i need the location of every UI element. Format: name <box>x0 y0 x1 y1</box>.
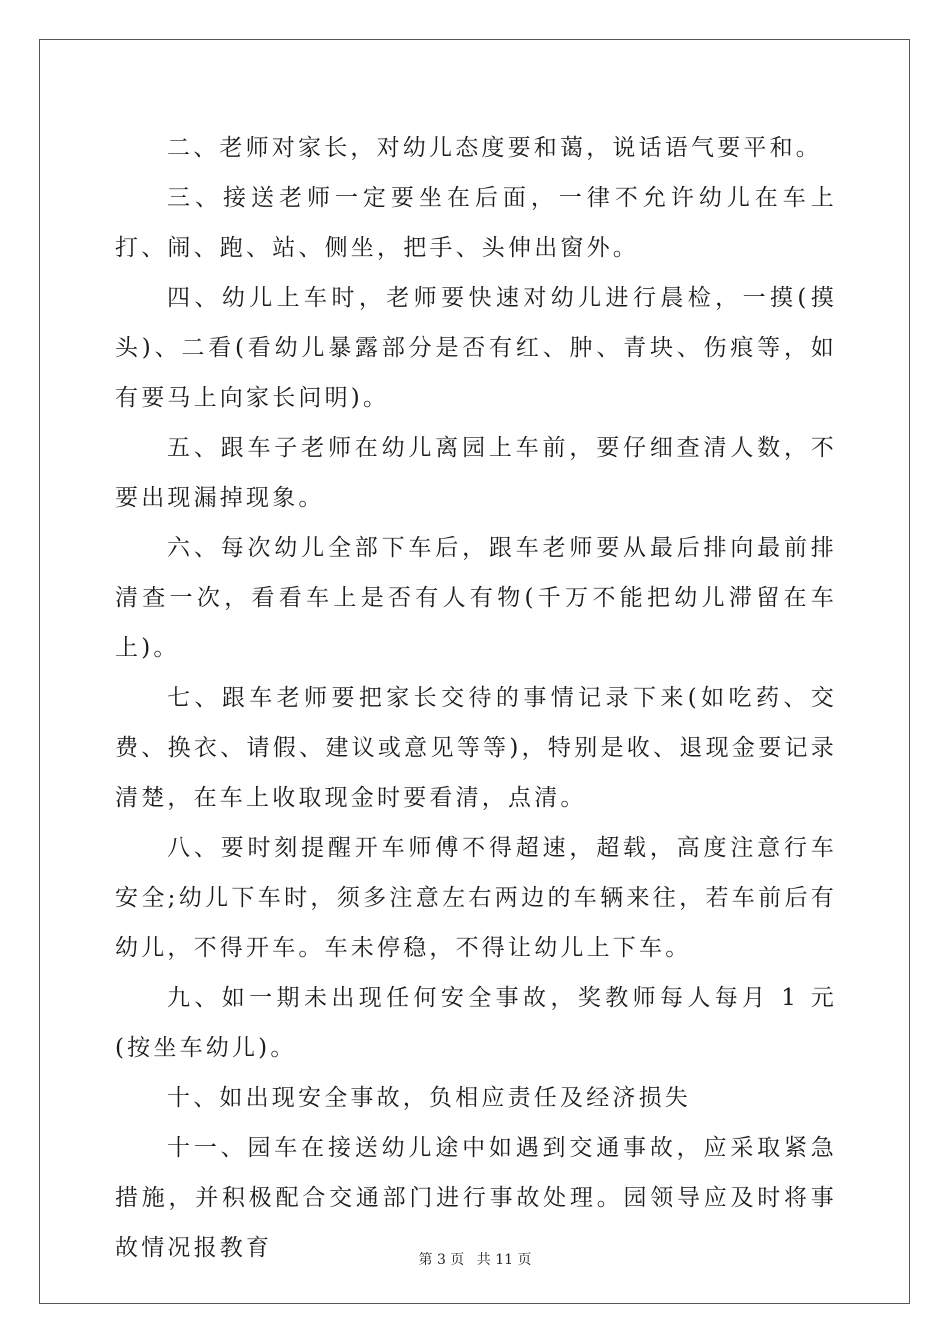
paragraph-4: 四、幼儿上车时，老师要快速对幼儿进行晨检，一摸(摸头)、二看(看幼儿暴露部分是否有红、肿、青块、伤痕等，如有要马上向家长问明)。 <box>115 285 837 411</box>
paragraph-11: 十一、园车在接送幼儿途中如遇到交通事故，应采取紧急措施，并积极配合交通部门进行事故处理。园领导应及时将事故情况报教育 <box>115 1135 837 1261</box>
paragraph-7: 七、跟车老师要把家长交待的事情记录下来(如吃药、交费、换衣、请假、建议或意见等等)，特别是收、退现金要记录清楚，在车上收取现金时要看清，点清。 <box>115 685 837 811</box>
document-body <box>115 123 837 1273</box>
page-footer <box>0 1249 950 1269</box>
paragraph-6: 六、每次幼儿全部下车后，跟车老师要从最后排向最前排清查一次，看看车上是否有人有物(千万不能把幼儿滞留在车上)。 <box>115 535 837 661</box>
paragraph-8: 八、要时刻提醒开车师傅不得超速，超载，高度注意行车安全;幼儿下车时，须多注意左右两边的车辆来往，若车前后有幼儿，不得开车。车未停稳，不得让幼儿上下车。 <box>115 835 837 961</box>
paragraph-10: 十、如出现安全事故，负相应责任及经济损失 <box>167 1085 691 1111</box>
paragraph-9: 九、如一期未出现任何安全事故，奖教师每人每月 1 元(按坐车幼儿)。 <box>115 985 837 1061</box>
page-number: 第 3 页 <box>418 1252 465 1268</box>
page-total: 共 11 页 <box>476 1252 532 1268</box>
paragraph-2: 二、老师对家长，对幼儿态度要和蔼，说话语气要平和。 <box>167 135 822 161</box>
paragraph-3: 三、接送老师一定要坐在后面，一律不允许幼儿在车上打、闹、跑、站、侧坐，把手、头伸出窗外。 <box>115 185 837 261</box>
paragraph-5: 五、跟车子老师在幼儿离园上车前，要仔细查清人数，不要出现漏掉现象。 <box>115 435 837 511</box>
